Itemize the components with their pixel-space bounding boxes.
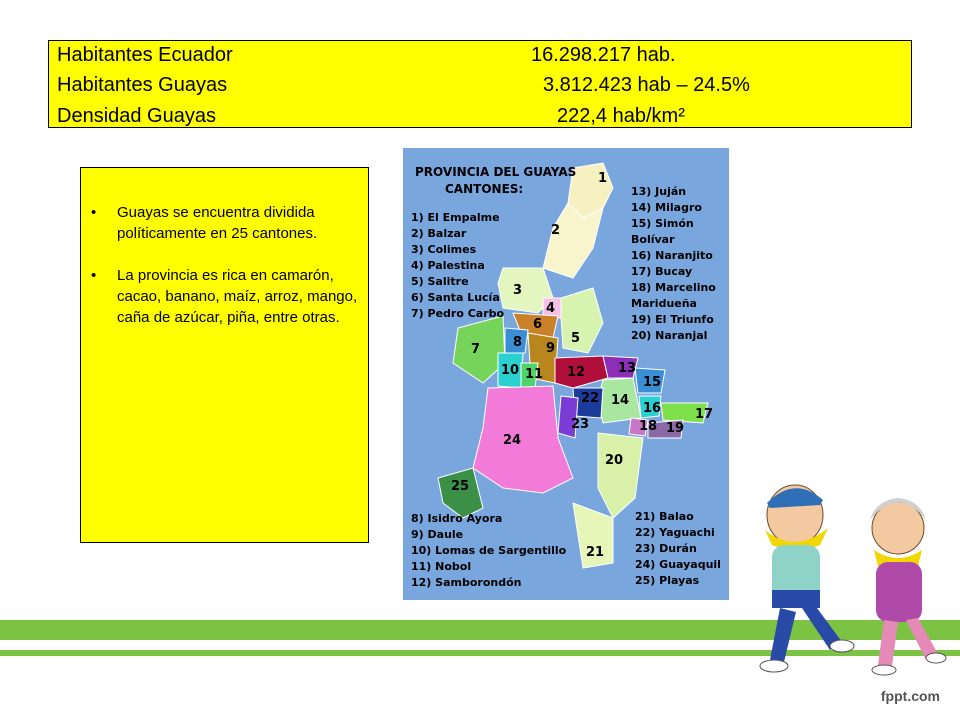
- legend-item: Bolívar: [631, 233, 675, 246]
- legend-left-bottom: [411, 512, 567, 589]
- bullets-box: [80, 167, 369, 543]
- bullet-text: Guayas se encuentra dividida políticamente en 25 cantones.: [117, 204, 318, 242]
- region-shape: [598, 433, 643, 518]
- map-title: PROVINCIA DEL GUAYAS: [415, 165, 577, 179]
- legend-item: 8) Isidro Ayora: [411, 512, 503, 525]
- region-number: 3: [513, 283, 523, 298]
- guayas-map: [403, 148, 729, 600]
- legend-item: 6) Santa Lucía: [411, 291, 500, 304]
- legend-item: 14) Milagro: [631, 201, 702, 214]
- stats-box: [48, 40, 912, 128]
- region-number: 10: [501, 363, 520, 378]
- region-number: 4: [546, 301, 556, 316]
- jogger-woman: [870, 498, 946, 675]
- legend-item: 16) Naranjito: [631, 249, 713, 262]
- legend-item: 21) Balao: [635, 510, 694, 523]
- region-number: 20: [605, 453, 624, 468]
- legend-item: 4) Palestina: [411, 259, 485, 272]
- stat-label: Habitantes Ecuador: [57, 44, 233, 66]
- region-number: 8: [513, 335, 523, 350]
- region-number: 24: [503, 433, 522, 448]
- legend-item: 1) El Empalme: [411, 211, 500, 224]
- bullet-item: [81, 202, 368, 244]
- legend-item: 19) El Triunfo: [631, 313, 714, 326]
- legend-item: 24) Guayaquil: [635, 558, 721, 571]
- region-number: 13: [618, 361, 637, 376]
- legend-item: 7) Pedro Carbo: [411, 307, 505, 320]
- legend-item: Maridueña: [631, 297, 697, 310]
- legend-item: 20) Naranjal: [631, 329, 708, 342]
- elderly-joggers-illustration: [750, 470, 950, 680]
- region-number: 16: [643, 401, 662, 416]
- region-number: 6: [533, 317, 543, 332]
- legend-item: 15) Simón: [631, 217, 694, 230]
- region-number: 18: [639, 419, 658, 434]
- legend-item: 13) Juján: [631, 185, 687, 198]
- stat-value: 3.812.423 hab – 24.5%: [543, 74, 750, 96]
- legend-right-top: [631, 185, 716, 342]
- region-number: 23: [571, 417, 590, 432]
- region-number: 14: [611, 393, 630, 408]
- region-number: 11: [525, 367, 544, 382]
- region-shape: [473, 386, 573, 493]
- stat-value: 16.298.217 hab.: [531, 44, 676, 66]
- legend-item: 11) Nobol: [411, 560, 472, 573]
- region-number: 21: [586, 545, 605, 560]
- bullet-dot-icon: •: [91, 204, 97, 221]
- region-number: 15: [643, 375, 662, 390]
- legend-item: 5) Salitre: [411, 275, 469, 288]
- region-number: 19: [666, 421, 685, 436]
- footer-brand: fppt.com: [880, 688, 940, 704]
- map-subtitle: CANTONES:: [445, 182, 524, 196]
- legend-item: 25) Playas: [635, 574, 700, 587]
- legend-right-bottom: [635, 510, 721, 587]
- region-number: 5: [571, 331, 581, 346]
- legend-item: 10) Lomas de Sargentillo: [411, 544, 567, 557]
- region-shape: [561, 288, 603, 353]
- region-number: 2: [551, 223, 561, 238]
- bullet-text: La provincia es rica en camarón, cacao, banano, maíz, arroz, mango, caña de azúcar, piña, entre otras.: [117, 267, 358, 326]
- region-number: 17: [695, 407, 714, 422]
- region-number: 1: [598, 171, 608, 186]
- region-number: 9: [546, 341, 556, 356]
- region-number: 22: [581, 391, 600, 406]
- legend-item: 2) Balzar: [411, 227, 467, 240]
- stat-value: 222,4 hab/km²: [557, 105, 685, 127]
- map-svg: [403, 148, 729, 600]
- jogger-man: [760, 485, 854, 672]
- legend-item: 17) Bucay: [631, 265, 693, 278]
- legend-item: 23) Durán: [635, 542, 697, 555]
- legend-left-top: [411, 211, 505, 320]
- legend-item: 22) Yaguachi: [635, 526, 715, 539]
- region-number: 7: [471, 342, 481, 357]
- stat-label: Habitantes Guayas: [57, 74, 228, 96]
- region-number: 25: [451, 479, 470, 494]
- region-number: 12: [567, 365, 586, 380]
- bullet-list: [81, 202, 368, 349]
- region-shape: [543, 203, 603, 278]
- bullet-dot-icon: •: [91, 267, 97, 284]
- legend-item: 18) Marcelino: [631, 281, 716, 294]
- legend-item: 9) Daule: [411, 528, 464, 541]
- stat-label: Densidad Guayas: [57, 105, 216, 127]
- legend-item: 3) Colimes: [411, 243, 477, 256]
- legend-item: 12) Samborondón: [411, 576, 522, 589]
- bullet-item: [81, 265, 368, 328]
